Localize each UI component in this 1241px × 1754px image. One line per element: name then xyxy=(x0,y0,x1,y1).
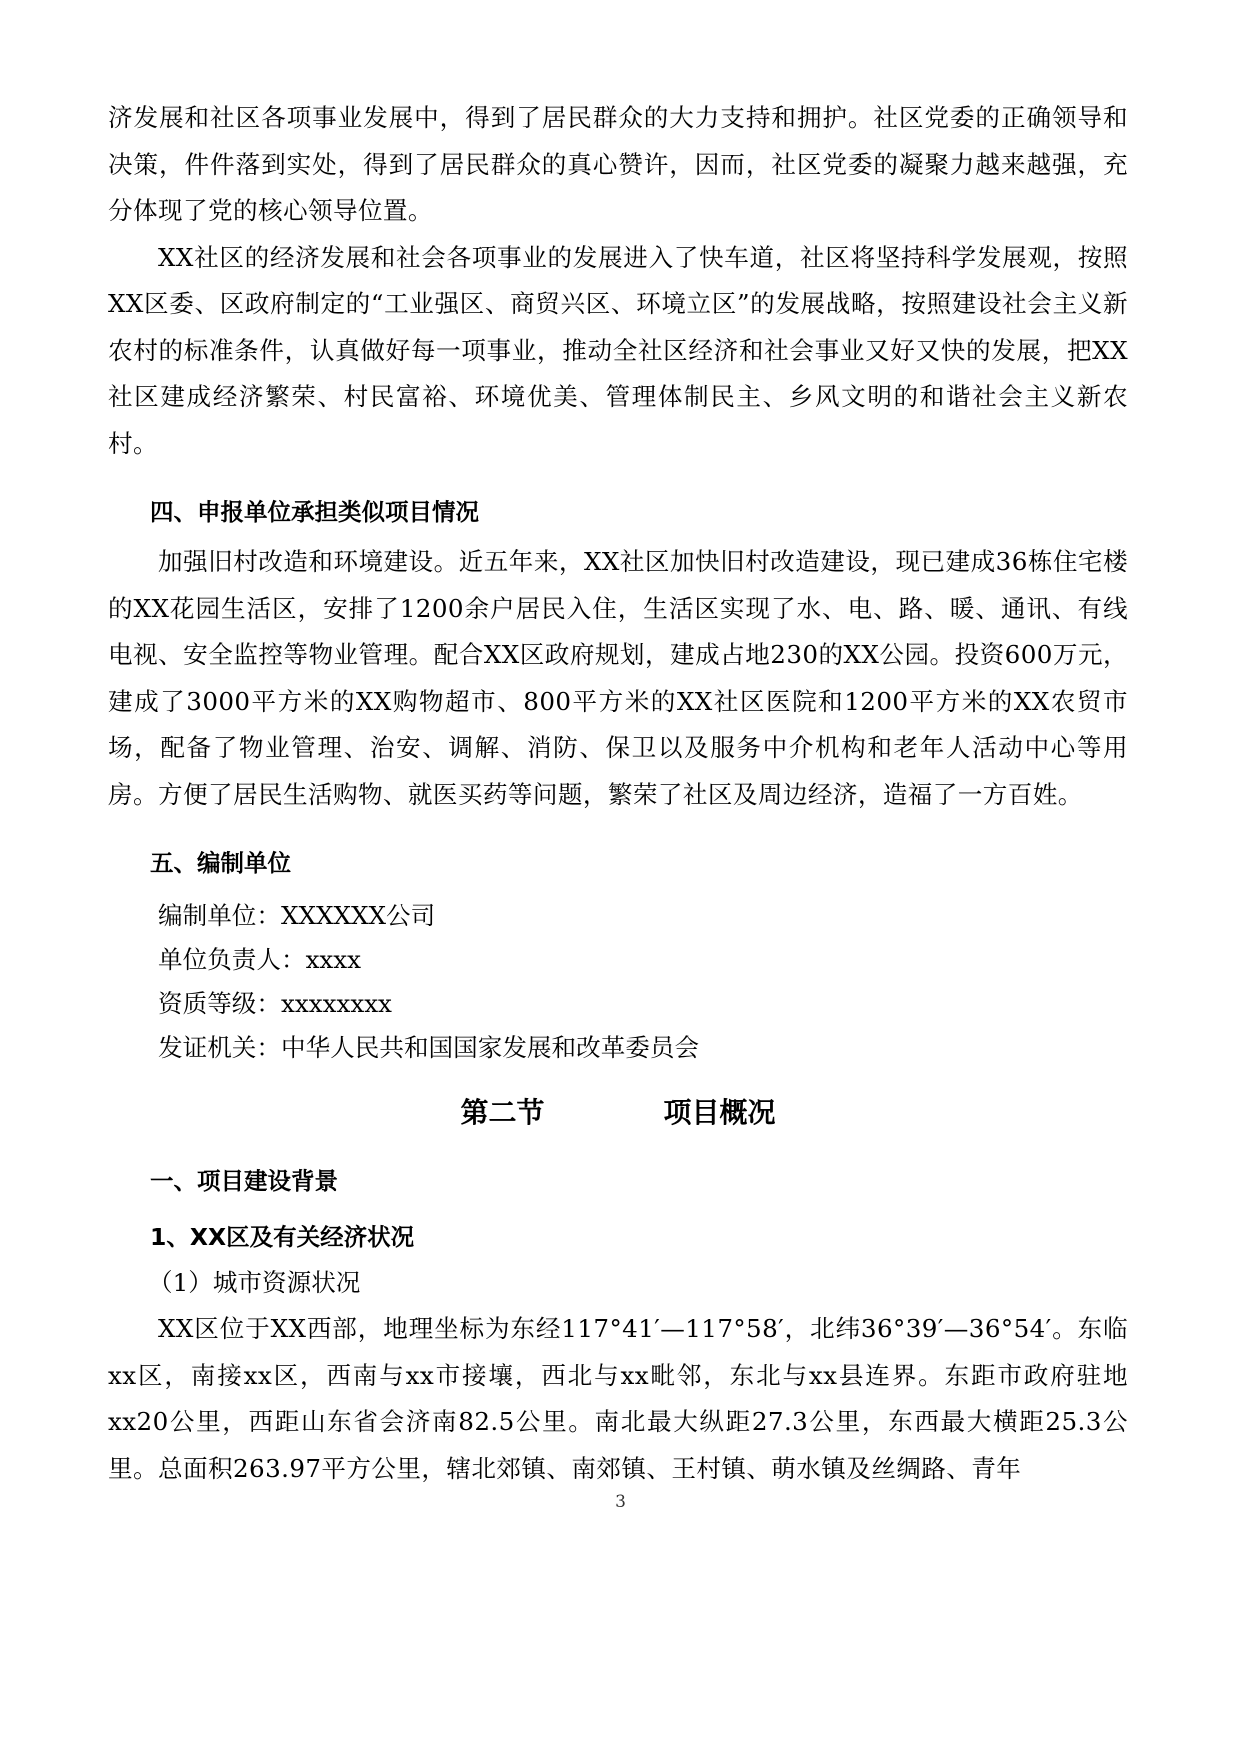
subsection-heading-economy: 1、XX区及有关经济状况 xyxy=(150,1223,415,1251)
info-compiling-unit: 编制单位：XXXXXX公司 xyxy=(158,901,436,930)
document-page xyxy=(108,95,1128,1492)
paragraph-continuation: 济发展和社区各项事业发展中，得到了居民群众的大力支持和拥护。社区党委的正确领导和决策，件件落到实处，得到了居民群众的真心赞许，因而，社区党委的凝聚力越来越强，充分体现了党的核心领导位置。 xyxy=(108,103,1128,225)
chapter-title: 第二节 项目概况 xyxy=(460,1096,776,1129)
page-number: 3 xyxy=(615,1492,626,1512)
info-unit-leader: 单位负责人：xxxx xyxy=(158,945,362,974)
info-qualification-grade: 资质等级：xxxxxxxx xyxy=(158,989,392,1018)
section-heading-similar-projects: 四、申报单位承担类似项目情况 xyxy=(150,498,479,526)
paragraph-district-location: XX区位于XX西部，地理坐标为东经117°41′—117°58′，北纬36°39′—36°54′。东临xx区，南接xx区，西南与xx市接壤，西北与xx毗邻，东北与xx县连界。东距市政府驻地xx20公里，西距山东省会济南82.5公里。南北最大纵距27.3公里，东西最大横距25.3公里。总面积263.97平方公里，辖北郊镇、南郊镇、王村镇、萌水镇及丝绸路、青年 xyxy=(108,1314,1128,1483)
paragraph-development-plan: XX社区的经济发展和社会各项事业的发展进入了快车道，社区将坚持科学发展观，按照XX区委、区政府制定的“工业强区、商贸兴区、环境立区”的发展战略，按照建设社会主义新农村的标准条件，认真做好每一项事业，推动全社区经济和社会事业又好又快的发展，把XX社区建成经济繁荣、村民富裕、环境优美、管理体制民主、乡风文明的和谐社会主义新农村。 xyxy=(108,242,1128,458)
section-heading-background: 一、项目建设背景 xyxy=(150,1167,338,1195)
section-heading-compiling-unit: 五、编制单位 xyxy=(150,849,291,877)
paragraph-similar-projects: 加强旧村改造和环境建设。近五年来，XX社区加快旧村改造建设，现已建成36栋住宅楼的XX花园生活区，安排了1200余户居民入住，生活区实现了水、电、路、暖、通讯、有线电视、安全监控等物业管理。配合XX区政府规划，建成占地230的XX公园。投资600万元，建成了3000平方米的XX购物超市、800平方米的XX社区医院和1200平方米的XX农贸市场，配备了物业管理、治安、调解、消防、保卫以及服务中介机构和老年人活动中心等用房。方便了居民生活购物、就医买药等问题，繁荣了社区及周边经济，造福了一方百姓。 xyxy=(108,547,1128,809)
sub-item-city-resources: （1）城市资源状况 xyxy=(148,1268,361,1297)
info-issuing-authority: 发证机关：中华人民共和国国家发展和改革委员会 xyxy=(158,1033,700,1062)
